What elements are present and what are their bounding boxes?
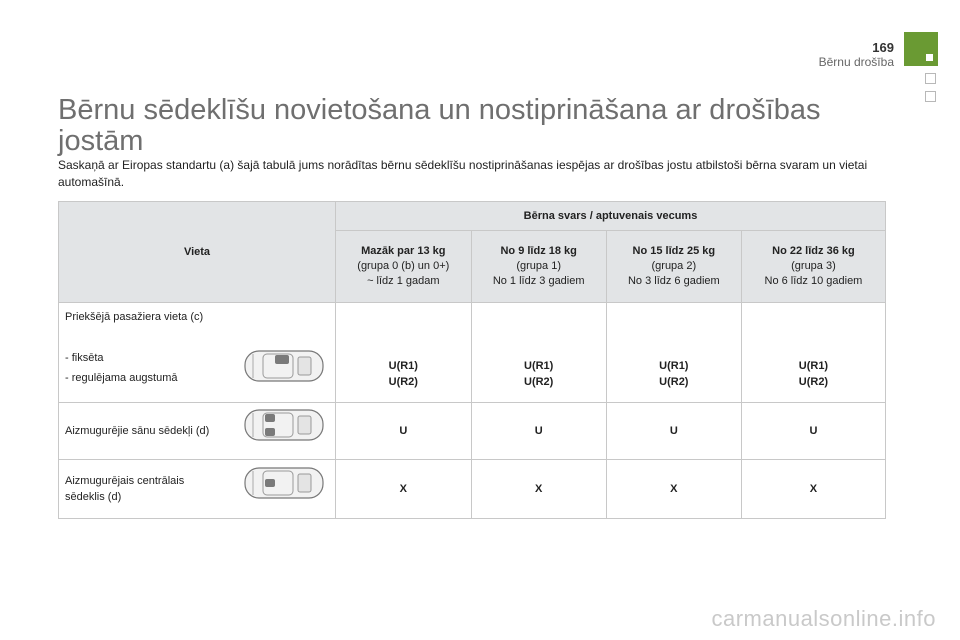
child-seat-table: [58, 201, 886, 519]
row-label-front-passenger: [59, 303, 336, 403]
intro-text: Saskaņā ar Eiropas standartu (a) šajā tabulā jums norādītas bērnu sēdeklīšu nostiprināšanas iespējas ar drošības jostu atbilstoši bērna svaram un vietai automašīnā.: [58, 158, 868, 189]
column-group: (grupa 2): [651, 260, 697, 272]
column-header-1: [471, 231, 606, 303]
table-cell: X: [606, 460, 741, 519]
row-label-text: Aizmugurējais centrālais: [65, 475, 185, 487]
table-cell: U: [471, 403, 606, 460]
column-group: (grupa 0 (b) un 0+): [357, 260, 450, 272]
column-group: (grupa 3): [791, 260, 836, 272]
table-row-front-passenger: [59, 303, 886, 403]
column-weight: No 9 līdz 18 kg: [500, 245, 577, 257]
group-header: Bērna svars / aptuvenais vecums: [336, 202, 886, 231]
car-seat-rear-center-icon: [243, 465, 325, 501]
chapter-tab-2: [925, 91, 936, 102]
table-cell: U(R1) U(R2): [741, 303, 885, 403]
table-cell: X: [336, 460, 472, 519]
table-cell: U(R1) U(R2): [606, 303, 741, 403]
column-header-2: [606, 231, 741, 303]
car-seat-front-icon: [243, 348, 325, 384]
column-age: No 3 līdz 6 gadiem: [627, 275, 720, 287]
column-group: (grupa 1): [516, 260, 561, 272]
column-weight: Mazāk par 13 kg: [361, 245, 446, 257]
table-cell: U(R1) U(R2): [336, 303, 472, 403]
vieta-header: Vieta: [59, 202, 336, 303]
table-cell: U: [606, 403, 741, 460]
section-title: Bērnu drošība: [818, 55, 894, 69]
column-weight: No 15 līdz 25 kg: [632, 245, 716, 257]
row-label-text: Priekšējā pasažiera vieta (c): [65, 311, 204, 323]
row-sub-fixed: - fiksēta: [65, 352, 104, 364]
chapter-tab-1: [925, 73, 936, 84]
column-header-0: [336, 231, 472, 303]
row-label-rear-center: [59, 460, 336, 519]
chapter-tab-active: [904, 32, 938, 66]
watermark: carmanualsonline.info: [711, 606, 936, 631]
table-row-rear-center: [59, 460, 886, 519]
table-cell: U: [336, 403, 472, 460]
column-weight: No 22 līdz 36 kg: [772, 245, 855, 257]
row-label-rear-side: [59, 403, 336, 460]
row-label-text: Aizmugurējie sānu sēdekļi (d): [65, 425, 210, 437]
column-age: ~ līdz 1 gadam: [367, 275, 440, 287]
row-sub-adjustable: - regulējama augstumā: [65, 372, 178, 384]
column-age: No 1 līdz 3 gadiem: [492, 275, 585, 287]
column-age: No 6 līdz 10 gadiem: [764, 275, 863, 287]
page-title: Bērnu sēdeklīšu novietošana un nostiprināšana ar drošības jostām: [58, 94, 821, 157]
table-cell: U: [741, 403, 885, 460]
row-label-text: sēdeklis (d): [65, 491, 122, 503]
car-seat-rear-side-icon: [243, 407, 325, 443]
chapter-tab-marker: [926, 54, 933, 61]
table-cell: X: [471, 460, 606, 519]
table-row-rear-side: [59, 403, 886, 460]
table-cell: X: [741, 460, 885, 519]
page-number: 169: [872, 40, 894, 55]
column-header-3: [741, 231, 885, 303]
table-cell: U(R1) U(R2): [471, 303, 606, 403]
